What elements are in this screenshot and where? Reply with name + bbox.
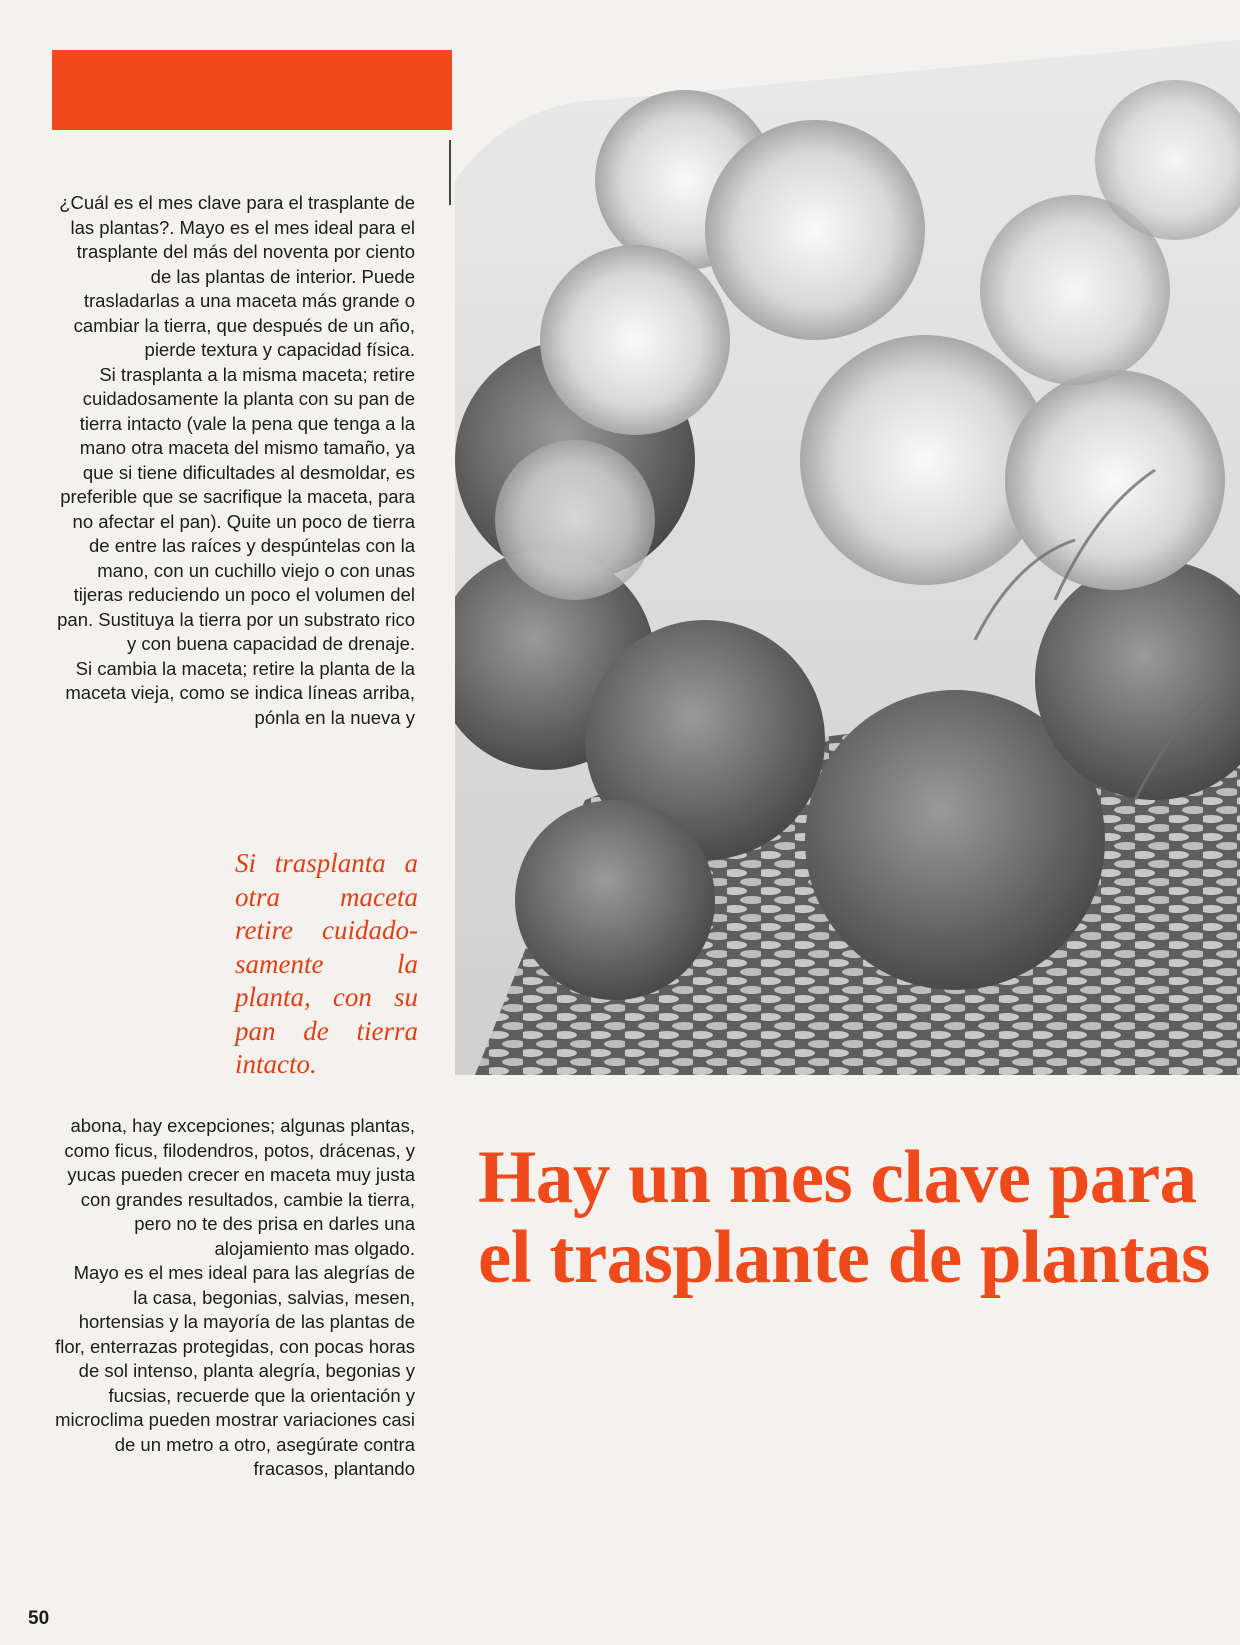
- divider-rule: [449, 140, 451, 205]
- paragraph: ¿Cuál es el mes clave para el trasplante de las plantas?. Mayo es el mes ideal para el trasplante del más del noventa por ciento de las plantas de interior. Puede trasladarlas a una maceta más grande o cambiar la tierra, que después de un año, pierde textura y capacidad física.: [59, 192, 415, 360]
- accent-bar: [52, 50, 452, 130]
- article-column-bottom: [55, 1114, 415, 1482]
- page-number: 50: [28, 1608, 50, 1629]
- paragraph: Mayo es el mes ideal para las alegrías de la casa, begonias, salvias, mesen, hortensias y la mayoría de las plantas de flor, enterrazas protegidas, con pocas horas de sol intenso, planta alegría, begonias y fucsias, recuerde que la orientación y microclima pueden mostrar variaciones casi de un metro a otro, asegúrate contra fracasos, plantando: [55, 1262, 415, 1479]
- paragraph: abona, hay excepciones; algunas plantas, como ficus, filodendros, potos, drácenas, y yucas pueden crecer en maceta muy justa con grandes resultados, cambie la tierra, pero no te des prisa en darles una alojamiento mas olgado.: [64, 1115, 415, 1259]
- paragraph: Si cambia la maceta; retire la planta de la maceta vieja, como se indica líneas arriba, pónla en la nueva y: [65, 657, 415, 728]
- pull-quote: Si trasplanta a otra maceta retire cuidadosamente la planta, con su pan de tierra intacto.: [235, 848, 418, 1079]
- headline: Hay un mes clave para el trasplante de plantas: [478, 1136, 1210, 1299]
- paragraph: Si trasplanta a la misma maceta; retire cuidadosamente la planta con su pan de tierra intacto (vale la pena que tenga a la mano otra maceta del mismo tamaño, ya que si tiene dificultades al desmoldar, es preferible que se sacrifique la maceta, para no afectar el pan). Quite un poco de tierra de entre las raíces y despúntelas con la mano, con un cuchillo viejo o con unas tijeras reduciendo un poco el volumen del pan. Sustituya la tierra por un substrato rico y con buena capacidad de drenaje.: [57, 363, 415, 654]
- article-column-top: [55, 191, 415, 730]
- flower-basket-photo: [455, 40, 1240, 1075]
